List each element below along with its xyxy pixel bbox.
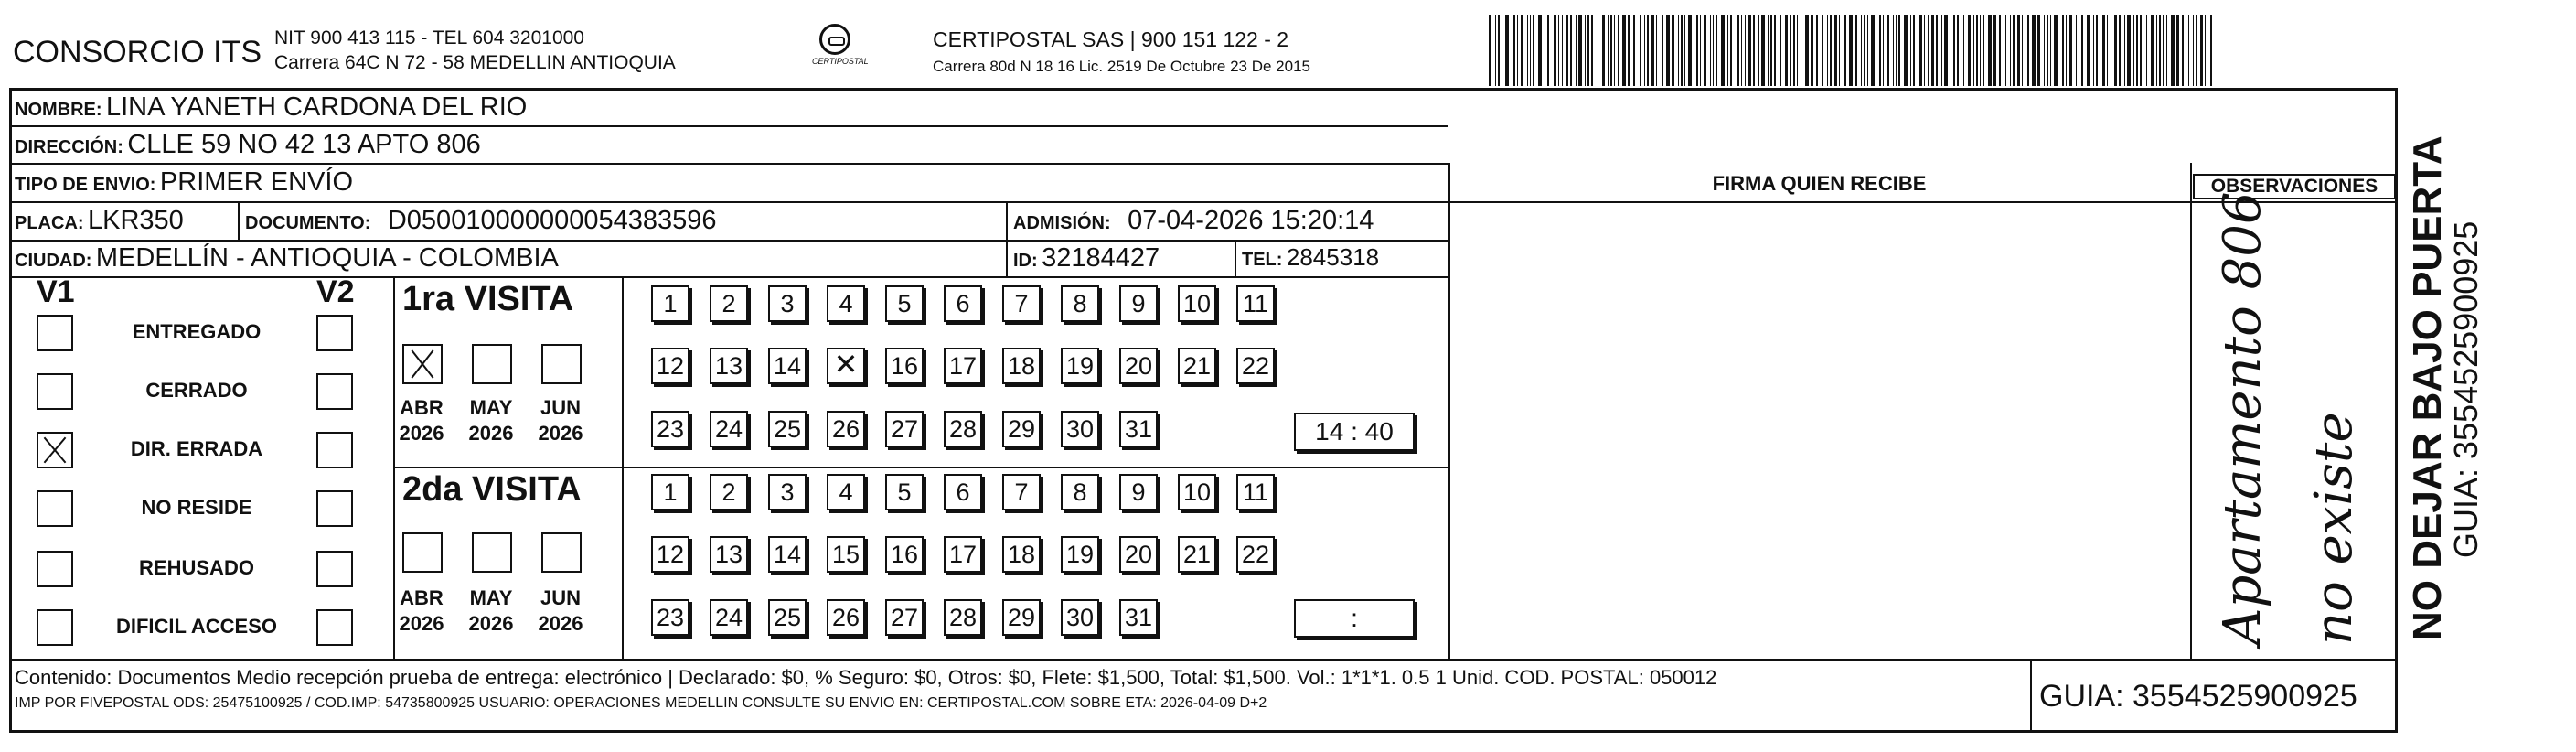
- barcode-bar: [1721, 15, 1725, 86]
- day-box[interactable]: 20: [1119, 536, 1158, 573]
- day-box[interactable]: 9: [1119, 285, 1158, 322]
- barcode-bar: [1834, 15, 1837, 86]
- barcode-bar: [1678, 15, 1679, 86]
- barcode-bar: [2193, 15, 2194, 86]
- tipo-envio-label: TIPO DE ENVIO:: [15, 175, 156, 195]
- barcode-bar: [1867, 15, 1868, 86]
- nombre-label: NOMBRE:: [15, 100, 102, 120]
- barcode-bar: [2027, 15, 2029, 86]
- barcode-bar: [2102, 15, 2105, 86]
- barcode-bar: [1585, 15, 1586, 86]
- barcode-bar: [2200, 15, 2203, 86]
- status-label: REHUSADO: [139, 556, 254, 579]
- barcode-bar: [1973, 15, 1974, 86]
- barcode-bar: [1988, 15, 1992, 86]
- barcode-bar: [1591, 15, 1593, 86]
- placa-field: [15, 206, 184, 236]
- barcode-bar: [1871, 15, 1875, 86]
- barcode-bar: [1554, 15, 1556, 86]
- status-v1-checkbox[interactable]: [37, 551, 73, 587]
- day-box[interactable]: [827, 348, 865, 384]
- day-box[interactable]: 30: [1061, 599, 1099, 636]
- day-box[interactable]: 31: [1119, 411, 1158, 447]
- day-box[interactable]: 20: [1119, 348, 1158, 384]
- nit-line: NIT 900 413 115 - TEL 604 3201000: [274, 27, 584, 48]
- barcode-bar: [2136, 15, 2138, 86]
- barcode-bar: [1919, 15, 1922, 86]
- day-box[interactable]: 12: [651, 348, 689, 384]
- status-v2-checkbox[interactable]: [316, 609, 353, 646]
- day-box[interactable]: 23: [651, 411, 689, 447]
- barcode-bar: [2096, 15, 2098, 86]
- day-box[interactable]: 19: [1061, 536, 1099, 573]
- barcode-bar: [1628, 15, 1630, 86]
- day-box[interactable]: 1: [651, 285, 689, 322]
- address-line: Carrera 64C N 72 - 58 MEDELLIN ANTIOQUIA: [274, 52, 676, 73]
- barcode-bar: [1566, 15, 1568, 86]
- barcode-bar: [2163, 15, 2164, 86]
- documento-field: [245, 206, 717, 236]
- certipostal-logo: [812, 24, 869, 73]
- barcode-bar: [1893, 15, 1894, 86]
- barcode-bar: [1576, 15, 1577, 86]
- tipo-envio-field: [15, 167, 353, 198]
- barcode-bar: [2037, 15, 2040, 86]
- barcode-bar: [1489, 15, 1491, 86]
- barcode-bar: [1647, 15, 1649, 86]
- day-box[interactable]: 17: [944, 348, 982, 384]
- barcode-bar: [1704, 15, 1706, 86]
- barcode-bar: [2017, 15, 2020, 86]
- barcode-bar: [1861, 15, 1862, 86]
- day-box[interactable]: 16: [885, 348, 924, 384]
- barcode-bar: [1780, 15, 1781, 86]
- status-v2-checkbox[interactable]: [316, 373, 353, 410]
- day-box[interactable]: 2: [710, 285, 748, 322]
- company-name: CONSORCIO ITS: [13, 35, 262, 70]
- barcode-bar: [1558, 15, 1559, 86]
- barcode-bar: [1578, 15, 1582, 86]
- footer-print-line: IMP POR FIVEPOSTAL ODS: 25475100925 / COD.IMP: 54735800925 USUARIO: OPERACIONES MEDELLIN CONSULTE SU ENVIO EN: CERTIPOSTAL.COM SOBRE ETA: 2026-04-09 D+2: [15, 695, 1267, 711]
- barcode-bar: [1827, 15, 1828, 86]
- month-checkbox[interactable]: [472, 532, 512, 573]
- month-label: MAY 2026: [468, 586, 514, 635]
- barcode-bar: [1904, 15, 1908, 86]
- day-box[interactable]: 5: [885, 474, 924, 510]
- barcode-bar: [2133, 15, 2134, 86]
- day-box[interactable]: 8: [1061, 474, 1099, 510]
- day-box[interactable]: 11: [1236, 474, 1275, 510]
- day-box[interactable]: 10: [1178, 285, 1216, 322]
- month-checkbox[interactable]: [541, 532, 582, 573]
- barcode-bar: [2093, 15, 2094, 86]
- barcode-bar: [2022, 15, 2023, 86]
- barcode-bar: [2005, 15, 2006, 86]
- barcode-bar: [1753, 15, 1755, 86]
- barcode-bar: [1684, 15, 1685, 86]
- day-box[interactable]: 14: [768, 536, 807, 573]
- barcode-bar: [1790, 15, 1791, 86]
- admision-field: [1013, 206, 1374, 236]
- barcode-bar: [1936, 15, 1938, 86]
- barcode-bar: [1879, 15, 1881, 86]
- barcode-bar: [2054, 15, 2058, 86]
- barcode-bar: [1713, 15, 1714, 86]
- signature-area[interactable]: [1454, 203, 2186, 653]
- day-box[interactable]: 7: [1002, 474, 1041, 510]
- barcode-bar: [1913, 15, 1915, 86]
- barcode-bar: [2151, 15, 2154, 86]
- ciudad-label: CIUDAD:: [15, 251, 92, 271]
- barcode-bar: [2013, 15, 2015, 86]
- month-label: ABR 2026: [399, 586, 444, 635]
- courier-info: [933, 26, 1310, 81]
- barcode-bar: [1993, 15, 1996, 86]
- barcode-bar: [2069, 15, 2072, 86]
- barcode-bar: [1533, 15, 1534, 86]
- ciudad-field: [15, 243, 559, 274]
- barcode-bar: [1839, 15, 1840, 86]
- day-box[interactable]: 11: [1236, 285, 1275, 322]
- barcode-bar: [1811, 15, 1813, 86]
- month-checkbox[interactable]: [541, 344, 582, 384]
- status-label: DIFICIL ACCESO: [115, 615, 277, 638]
- day-box[interactable]: 8: [1061, 285, 1099, 322]
- barcode-bar: [2146, 15, 2147, 86]
- barcode-bar: [1700, 15, 1701, 86]
- day-box[interactable]: 16: [885, 536, 924, 573]
- status-v1-checkbox[interactable]: [37, 609, 73, 646]
- barcode-bar: [2087, 15, 2090, 86]
- day-box[interactable]: 18: [1002, 536, 1041, 573]
- day-box[interactable]: 28: [944, 599, 982, 636]
- barcode-bar: [1976, 15, 1978, 86]
- barcode-bar: [1774, 15, 1776, 86]
- firma-label: FIRMA QUIEN RECIBE: [1712, 172, 1927, 195]
- status-v1-checkbox[interactable]: [37, 315, 73, 351]
- courier-license: Carrera 80d N 18 16 Lic. 2519 De Octubre 23 De 2015: [933, 58, 1310, 75]
- barcode-bar: [2159, 15, 2161, 86]
- barcode-bar: [1758, 15, 1759, 86]
- barcode-bar: [1737, 15, 1739, 86]
- barcode: [1489, 15, 2220, 86]
- month-label: ABR 2026: [399, 396, 444, 445]
- day-box[interactable]: 23: [651, 599, 689, 636]
- barcode-bar: [1513, 15, 1515, 86]
- barcode-bar: [1999, 15, 2001, 86]
- logo-caption: CERTIPOSTAL: [812, 57, 869, 66]
- day-box[interactable]: 21: [1178, 348, 1216, 384]
- id-label: ID:: [1013, 251, 1038, 271]
- documento-label: DOCUMENTO:: [245, 213, 371, 233]
- id-value: 32184427: [1042, 243, 1160, 273]
- v1-header: V1: [37, 274, 75, 309]
- barcode-bar: [1495, 15, 1496, 86]
- barcode-bar: [1498, 15, 1500, 86]
- barcode-bar: [1570, 15, 1572, 86]
- status-v2-checkbox[interactable]: [316, 551, 353, 587]
- barcode-bar: [1608, 15, 1609, 86]
- day-box[interactable]: 15: [827, 536, 865, 573]
- day-box[interactable]: 22: [1236, 348, 1275, 384]
- no-dejar-bajo-puerta: NO DEJAR BAJO PUERTA: [2405, 135, 2450, 640]
- barcode-bar: [1696, 15, 1698, 86]
- barcode-bar: [1968, 15, 1971, 86]
- barcode-bar: [1587, 15, 1589, 86]
- barcode-bar: [2050, 15, 2051, 86]
- barcode-bar: [1830, 15, 1832, 86]
- barcode-bar: [2196, 15, 2197, 86]
- status-v1-checkbox[interactable]: [37, 490, 73, 527]
- tipo-envio-value: PRIMER ENVÍO: [159, 167, 354, 197]
- day-box[interactable]: 12: [651, 536, 689, 573]
- day-box[interactable]: 31: [1119, 599, 1158, 636]
- barcode-bar: [1957, 15, 1959, 86]
- day-box[interactable]: 7: [1002, 285, 1041, 322]
- barcode-bar: [1898, 15, 1900, 86]
- tel-field: [1242, 243, 1379, 272]
- barcode-bar: [2210, 15, 2212, 86]
- day-box[interactable]: 25: [768, 411, 807, 447]
- footer-content-line: Contenido: Documentos Medio recepción prueba de entrega: electrónico | Declarado: $0, % Seguro: $0, Otros: $0, Flete: $1,500, Total: $1,500. Vol.: 1*1*1. 0.5 1 Unid. COD. POSTAL: 050012: [15, 666, 1717, 689]
- day-box[interactable]: 17: [944, 536, 982, 573]
- barcode-bar: [2171, 15, 2175, 86]
- barcode-bar: [1672, 15, 1674, 86]
- barcode-bar: [1770, 15, 1772, 86]
- barcode-bar: [1602, 15, 1605, 86]
- day-box[interactable]: 9: [1119, 474, 1158, 510]
- day-box[interactable]: 4: [827, 474, 865, 510]
- day-box[interactable]: 21: [1178, 536, 1216, 573]
- nombre-field: [15, 92, 527, 123]
- barcode-bar: [2166, 15, 2167, 86]
- barcode-bar: [1931, 15, 1934, 86]
- barcode-bar: [1980, 15, 1981, 86]
- barcode-bar: [2081, 15, 2083, 86]
- status-label: ENTREGADO: [132, 320, 262, 343]
- barcode-bar: [2066, 15, 2067, 86]
- barcode-bar: [1716, 15, 1717, 86]
- v2-header: V2: [316, 274, 355, 309]
- first-visit-time[interactable]: 14 : 40: [1294, 413, 1415, 451]
- barcode-bar: [2119, 15, 2121, 86]
- barcode-bar: [1768, 15, 1769, 86]
- barcode-bar: [2156, 15, 2157, 86]
- barcode-bar: [2176, 15, 2179, 86]
- barcode-bar: [1633, 15, 1635, 86]
- barcode-bar: [2076, 15, 2077, 86]
- barcode-bar: [1562, 15, 1563, 86]
- barcode-bar: [1644, 15, 1645, 86]
- status-v1-checkbox[interactable]: [37, 432, 73, 468]
- barcode-bar: [1944, 15, 1948, 86]
- month-label: MAY 2026: [468, 396, 514, 445]
- placa-value: LKR350: [88, 206, 184, 235]
- first-visit-title: 1ra VISITA: [402, 280, 574, 318]
- barcode-bar: [2127, 15, 2131, 86]
- month-checkbox[interactable]: [402, 532, 443, 573]
- barcode-bar: [1688, 15, 1692, 86]
- day-box[interactable]: 26: [827, 599, 865, 636]
- direccion-field: [15, 130, 481, 160]
- day-box[interactable]: 22: [1236, 536, 1275, 573]
- day-box[interactable]: 29: [1002, 599, 1041, 636]
- barcode-bar: [1745, 15, 1746, 86]
- barcode-bar: [1864, 15, 1865, 86]
- barcode-bar: [1618, 15, 1619, 86]
- barcode-bar: [1883, 15, 1884, 86]
- status-label: NO RESIDE: [141, 496, 252, 519]
- footer-guia: GUIA: 3554525900925: [2039, 679, 2357, 714]
- day-box[interactable]: 4: [827, 285, 865, 322]
- barcode-bar: [1910, 15, 1911, 86]
- barcode-bar: [1681, 15, 1683, 86]
- courier-line: CERTIPOSTAL SAS | 900 151 122 - 2: [933, 27, 1289, 51]
- day-box[interactable]: 28: [944, 411, 982, 447]
- day-box[interactable]: 24: [710, 411, 748, 447]
- barcode-bar: [1656, 15, 1657, 86]
- admision-label: ADMISIÓN:: [1013, 213, 1111, 233]
- barcode-bar: [1941, 15, 1942, 86]
- barcode-bar: [1816, 15, 1818, 86]
- month-checkbox[interactable]: [402, 344, 443, 384]
- barcode-bar: [2047, 15, 2048, 86]
- barcode-bar: [1651, 15, 1654, 86]
- day-box[interactable]: 14: [768, 348, 807, 384]
- barcode-bar: [1505, 15, 1509, 86]
- day-box[interactable]: 3: [768, 474, 807, 510]
- barcode-bar: [1793, 15, 1795, 86]
- barcode-bar: [2044, 15, 2045, 86]
- barcode-bar: [1521, 15, 1523, 86]
- status-v2-checkbox[interactable]: [316, 490, 353, 527]
- barcode-bar: [1666, 15, 1670, 86]
- barcode-bar: [1928, 15, 1929, 86]
- admision-value: 07-04-2026 15:20:14: [1128, 206, 1374, 235]
- barcode-bar: [1761, 15, 1765, 86]
- barcode-bar: [1610, 15, 1612, 86]
- barcode-bar: [1730, 15, 1732, 86]
- second-visit-time[interactable]: :: [1294, 599, 1415, 638]
- day-box[interactable]: 19: [1061, 348, 1099, 384]
- tel-label: TEL:: [1242, 250, 1283, 270]
- barcode-bar: [2182, 15, 2184, 86]
- barcode-bar: [1983, 15, 1984, 86]
- placa-label: PLACA:: [15, 213, 84, 233]
- barcode-bar: [1849, 15, 1853, 86]
- status-v1-checkbox[interactable]: [37, 373, 73, 410]
- barcode-bar: [2032, 15, 2036, 86]
- barcode-bar: [2205, 15, 2206, 86]
- barcode-bar: [1527, 15, 1528, 86]
- nombre-value: LINA YANETH CARDONA DEL RIO: [106, 92, 528, 122]
- barcode-bar: [1662, 15, 1663, 86]
- barcode-bar: [1896, 15, 1897, 86]
- barcode-bar: [2114, 15, 2117, 86]
- direccion-value: CLLE 59 NO 42 13 APTO 806: [127, 130, 481, 159]
- id-field: [1013, 243, 1160, 274]
- barcode-bar: [1547, 15, 1549, 86]
- barcode-bar: [1741, 15, 1742, 86]
- day-box[interactable]: 27: [885, 599, 924, 636]
- day-box[interactable]: 25: [768, 599, 807, 636]
- barcode-bar: [1855, 15, 1857, 86]
- barcode-bar: [1844, 15, 1846, 86]
- barcode-bar: [2107, 15, 2108, 86]
- month-checkbox[interactable]: [472, 344, 512, 384]
- status-label: DIR. ERRADA: [130, 437, 263, 460]
- observaciones-label: OBSERVACIONES: [2193, 174, 2396, 199]
- tel-value: 2845318: [1286, 243, 1380, 271]
- barcode-bar: [1517, 15, 1518, 86]
- day-box[interactable]: 5: [885, 285, 924, 322]
- day-box[interactable]: 6: [944, 285, 982, 322]
- day-box[interactable]: 29: [1002, 411, 1041, 447]
- month-label: JUN 2026: [538, 586, 583, 635]
- documento-value: D050010000000054383596: [387, 206, 717, 235]
- barcode-bar: [2124, 15, 2125, 86]
- barcode-bar: [1530, 15, 1531, 86]
- day-box[interactable]: 2: [710, 474, 748, 510]
- barcode-bar: [1748, 15, 1751, 86]
- barcode-bar: [1614, 15, 1615, 86]
- barcode-bar: [1822, 15, 1823, 86]
- direccion-label: DIRECCIÓN:: [15, 137, 123, 157]
- barcode-bar: [1887, 15, 1889, 86]
- barcode-bar: [1924, 15, 1925, 86]
- barcode-bar: [1640, 15, 1641, 86]
- second-visit-title: 2da VISITA: [402, 470, 582, 509]
- status-v2-checkbox[interactable]: [316, 315, 353, 351]
- day-box[interactable]: 10: [1178, 474, 1216, 510]
- day-box[interactable]: 13: [710, 348, 748, 384]
- barcode-bar: [1953, 15, 1955, 86]
- day-box[interactable]: 13: [710, 536, 748, 573]
- barcode-bar: [1538, 15, 1542, 86]
- day-box[interactable]: 3: [768, 285, 807, 322]
- barcode-bar: [1805, 15, 1809, 86]
- barcode-bar: [2062, 15, 2064, 86]
- handwritten-note-line2: no existe: [2304, 412, 2364, 645]
- day-box[interactable]: 1: [651, 474, 689, 510]
- barcode-bar: [1727, 15, 1728, 86]
- day-box[interactable]: 24: [710, 599, 748, 636]
- day-box[interactable]: 6: [944, 474, 982, 510]
- barcode-bar: [2188, 15, 2189, 86]
- day-box[interactable]: 18: [1002, 348, 1041, 384]
- status-label: CERRADO: [145, 379, 248, 402]
- barcode-bar: [1622, 15, 1626, 86]
- day-box[interactable]: 26: [827, 411, 865, 447]
- barcode-bar: [1710, 15, 1711, 86]
- side-guia: GUIA: 3554525900925: [2447, 220, 2485, 558]
- barcode-bar: [1963, 15, 1964, 86]
- company-info: [274, 26, 676, 75]
- barcode-bar: [1785, 15, 1788, 86]
- status-v2-checkbox[interactable]: [316, 432, 353, 468]
- barcode-bar: [2140, 15, 2142, 86]
- handwritten-note-line1: Apartamento 806: [2213, 191, 2272, 645]
- day-box[interactable]: 30: [1061, 411, 1099, 447]
- day-box[interactable]: 27: [885, 411, 924, 447]
- ciudad-value: MEDELLÍN - ANTIOQUIA - COLOMBIA: [95, 243, 559, 273]
- barcode-bar: [1797, 15, 1798, 86]
- month-label: JUN 2026: [538, 396, 583, 445]
- barcode-bar: [2010, 15, 2011, 86]
